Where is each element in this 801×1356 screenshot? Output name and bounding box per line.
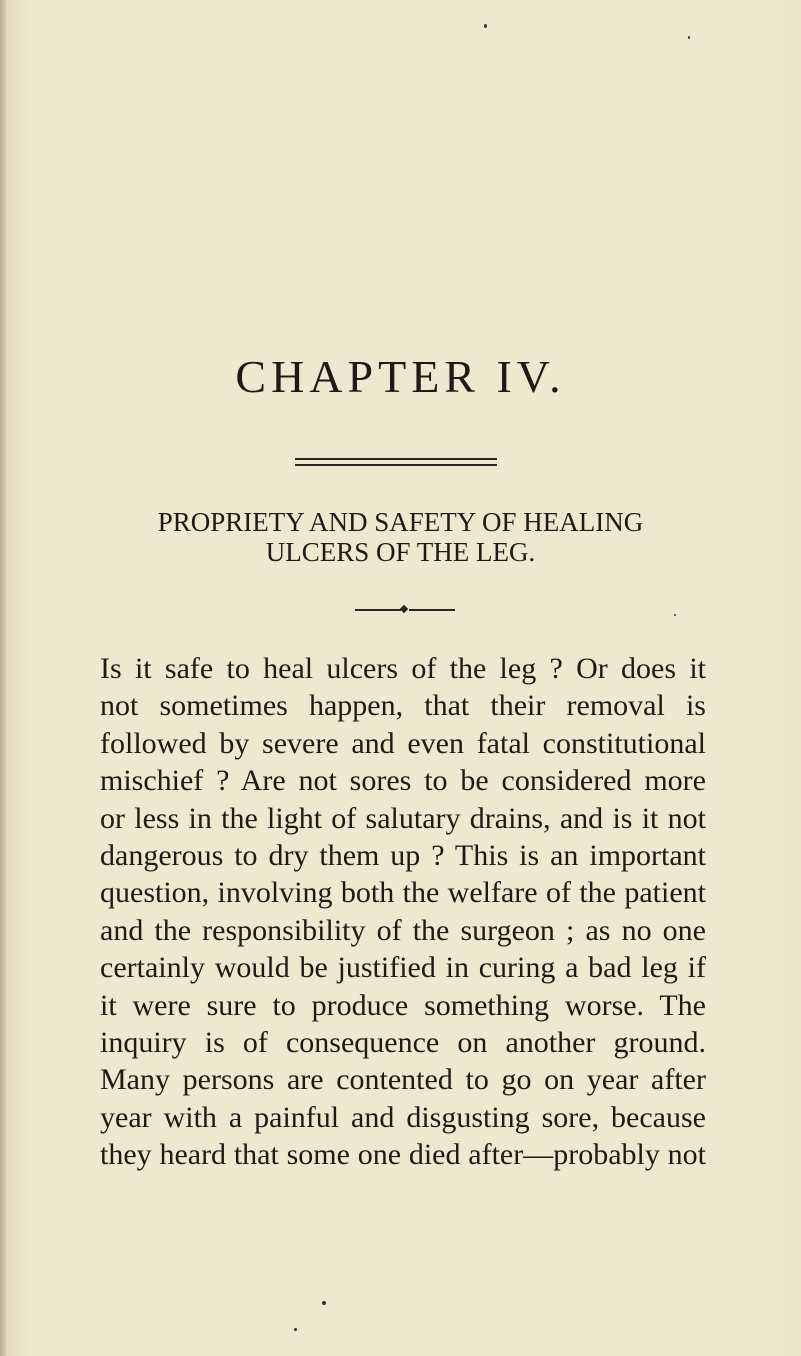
body-line: or less in the light of salutary drains, and is it not	[100, 801, 706, 835]
body-line: certainly would be justified in curing a bad leg if	[100, 951, 706, 985]
body-line: dangerous to dry them up ? This is an important	[100, 838, 706, 872]
body-paragraph	[100, 650, 706, 1173]
ornament-line-left	[355, 609, 401, 611]
body-line: inquiry is of consequence on another ground.	[100, 1025, 706, 1059]
chapter-title-line-2: ULCERS OF THE LEG.	[265, 537, 536, 567]
ornament-line-right	[409, 609, 455, 611]
body-line: Is it safe to heal ulcers of the leg ? Or does it	[100, 652, 706, 685]
body-line: followed by severe and even fatal constitutional	[100, 726, 706, 760]
diamond-ornament-icon	[400, 605, 408, 613]
double-rule-divider	[295, 458, 497, 466]
paper-speck	[674, 614, 676, 616]
chapter-heading: CHAPTER IV.	[235, 351, 566, 402]
paper-speck	[484, 24, 487, 28]
body-line: question, involving both the welfare of the patient	[100, 876, 706, 910]
body-line: mischief ? Are not sores to be considered more	[100, 764, 706, 798]
body-line: year with a painful and disgusting sore, because	[100, 1100, 706, 1134]
body-line: it were sure to produce something worse. The	[100, 988, 706, 1022]
chapter-title-line-1: PROPRIETY AND SAFETY OF HEALING	[157, 507, 644, 537]
body-line: they heard that some one died after—probably not	[100, 1138, 706, 1172]
body-line: Many persons are contented to go on year after	[100, 1063, 706, 1097]
body-line: not sometimes happen, that their removal is	[100, 689, 706, 723]
paper-speck	[294, 1328, 297, 1331]
paper-speck	[322, 1301, 326, 1305]
body-line: and the responsibility of the surgeon ; as no one	[100, 913, 706, 947]
page-binding-edge	[0, 0, 6, 1356]
paper-speck	[688, 36, 690, 39]
ornament-divider	[355, 605, 455, 615]
